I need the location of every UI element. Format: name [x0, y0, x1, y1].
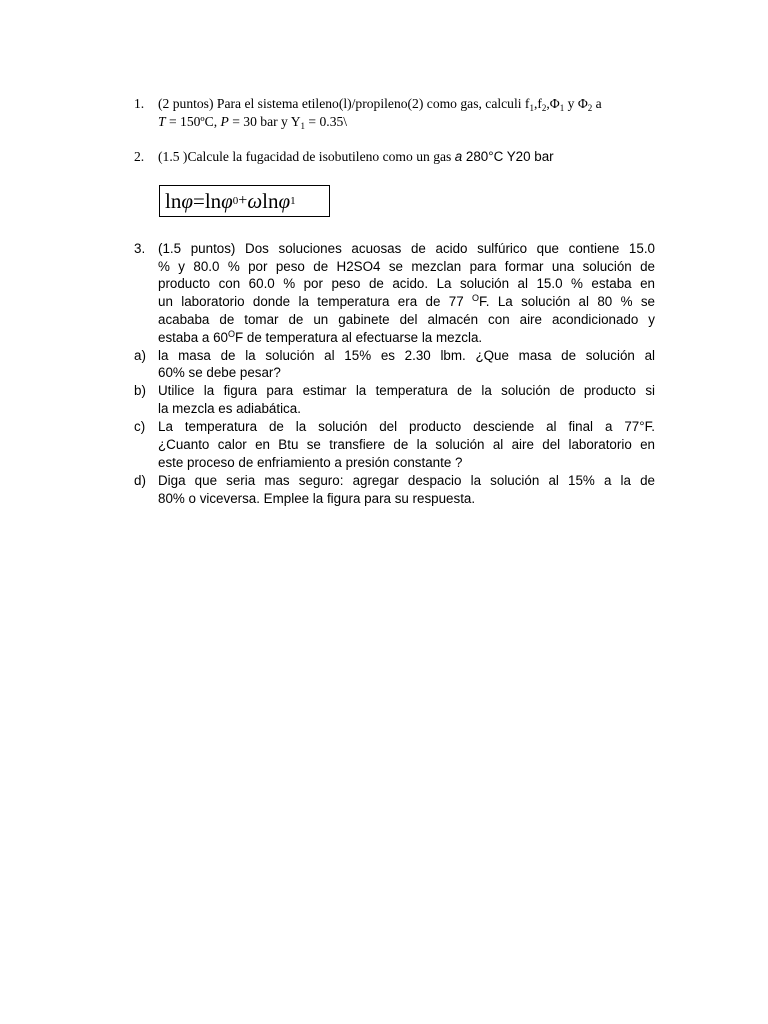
fugacity-formula-box: ln φ = ln φ 0 + ω ln φ 1: [159, 185, 330, 217]
question-2-number: 2.: [134, 149, 145, 164]
subquestion-c-line-1: La temperatura de la solución del producto desciende al final a 77°F.: [158, 419, 655, 434]
subquestion-c-label: c): [134, 419, 146, 434]
question-1-number: 1.: [134, 96, 145, 111]
subquestion-a-label: a): [134, 348, 146, 363]
question-3-line-1: (1.5 puntos) Dos soluciones acuosas de acido sulfúrico que contiene 15.0: [158, 241, 655, 256]
subquestion-a-line-1: la masa de la solución al 15% es 2.30 lbm. ¿Que masa de solución al: [158, 348, 655, 363]
question-1-line-1: (2 puntos) Para el sistema etileno(l)/propileno(2) como gas, calculi $f_1,f_2,\Phi_1$ y $\Phi_2$ a: [158, 96, 602, 113]
question-1-line-2: T = 150ºC, P = 30 bar y $Y_1$ = 0.35\: [158, 114, 348, 131]
question-3-line-3: producto con 60.0 % por peso de acido. La solución al 15.0 % estaba en: [158, 276, 655, 291]
question-3-number: 3.: [134, 241, 146, 256]
question-3-line-4: un laboratorio donde la temperatura era de 77 $^O$F. La solución al 80 % se: [158, 293, 655, 309]
subquestion-c-line-2: ¿Cuanto calor en Btu se transfiere de la solución al aire del laboratorio en: [158, 437, 655, 452]
subquestion-a-line-2: 60% se debe pesar?: [158, 365, 281, 380]
question-3-line-2: % y 80.0 % por peso de H2SO4 se mezclan para formar una solución de: [158, 259, 655, 274]
subquestion-c-line-3: este proceso de enfriamiento a presión constante ?: [158, 455, 463, 470]
subquestion-b-line-2: la mezcla es adiabática.: [158, 401, 301, 416]
subquestion-d-line-2: 80% o viceversa. Emplee la figura para su respuesta.: [158, 491, 476, 506]
question-2-text: (1.5 )Calcule la fugacidad de isobutileno como un gas a 280°C Y20 bar: [158, 149, 554, 164]
question-3-line-5: acababa de tomar de un gabinete del almacén con aire acondicionado y: [158, 312, 655, 327]
subquestion-b-line-1: Utilice la figura para estimar la temperatura de la solución de producto si: [158, 383, 655, 398]
subquestion-b-label: b): [134, 383, 146, 398]
subquestion-d-line-1: Diga que seria mas seguro: agregar despacio la solución al 15% a la de: [158, 473, 655, 488]
question-3-line-6: estaba a $60^OF$ de temperatura al efectuarse la mezcla.: [158, 329, 483, 345]
subquestion-d-label: d): [134, 473, 146, 488]
